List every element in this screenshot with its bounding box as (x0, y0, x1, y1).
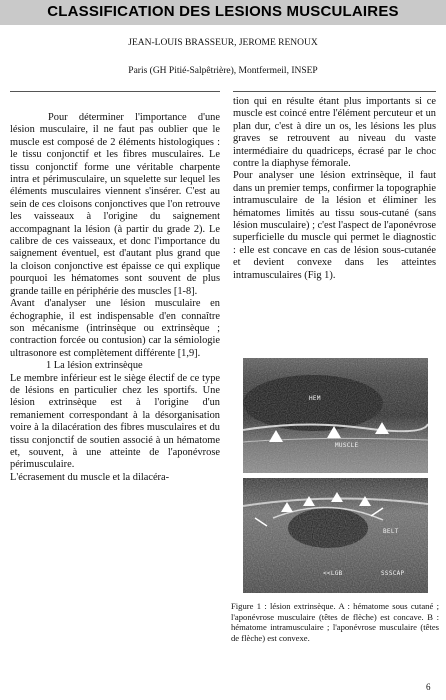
paragraph: tion qui en résulte étant plus importants si ce muscle est coincé entre l'élément percuteur et un plan dur, c'est à dire un os, les lésions les plus graves se retrouvent au niveau du vaste intermédiaire du quadriceps, écrasé par le choc contre la diaphyse fémorale. (233, 96, 436, 170)
paragraph: Pour déterminer l'importance d'une lésion musculaire, il ne faut pas oublier que le muscle est composé de 2 éléments histologiques : le tissu conjonctif et les fibres musculaires. Le tissu conjonctif forme une véritable charpente intra et périmusculaire, un squelette sur lequel les éléments musculaires viennent s'insérer. C'est au sein de ces cloisons conjonctives que l'on retrouve les vaisseaux à l'origine du saignement accompagnant la lésion (à partir du grade 2). Le calibre de ces vaisseaux, et donc l'importance du saignement éventuel, est d'autant plus grand que la cloison conjonctive est épaisse ce qui explique pourquoi les hématomes sont souvent de plus grande taille en périphérie des muscles [1-8]. (10, 112, 220, 297)
ultrasound-image-a (243, 358, 428, 473)
left-column (10, 112, 220, 484)
label-muscle: MUSCLE (335, 442, 359, 449)
label-ssscap: SSSCAP (381, 570, 405, 577)
page-title: CLASSIFICATION DES LESIONS MUSCULAIRES (47, 3, 399, 20)
paragraph: Pour analyser une lésion extrinsèque, il faut dans un premier temps, confirmer la topographie intramusculaire de la lésion et éliminer les hématomes limités au tissu sous-cutané (sans lésion musculaire) ; c'est l'aspect de l'aponévrose superficielle du muscle qui permet le diagnostic : elle est concave en cas de lésion sous-cutanée et devient convexe dans les atteintes intramusculaires (Fig 1). (233, 170, 436, 281)
page-number: 6 (426, 682, 431, 692)
label-hem: HEM (309, 395, 321, 402)
paragraph: Avant d'analyser une lésion musculaire en échographie, il est indispensable d'en connaître son mécanisme (intrinsèque ou extrinsèque ; contraction forcée ou contusion) car la sémiologie ultrasonore est complètement différente [1,9]. (10, 298, 220, 359)
paragraph: L'écrasement du muscle et la dilacéra- (10, 471, 170, 483)
paragraph: Le membre inférieur est le siège électif de ce type de lésions en particulier chez les sportifs. Une lésion extrinsèque est à l'origine d'un remaniement correspondant à la désorganisation voire à la dilacération des fibres musculaires et du tissu conjonctif de soutien associé à un hématome et, souvent, à une atteinte de l'aponévrose périmusculaire. (10, 372, 220, 471)
authors: JEAN-LOUIS BRASSEUR, JEROME RENOUX (128, 38, 318, 48)
affiliation: Paris (GH Pitié-Salpêtrière), Montfermeil, INSEP (128, 66, 318, 76)
figure-caption: Figure 1 : lésion extrinsèque. A : hématome sous cutané ; l'aponévrose musculaire (têtes de flèche) est concave. B : hématome intramusculaire ; l'aponévrose musculaire (têtes de flèche) est convexe. (231, 601, 439, 643)
right-column (233, 96, 436, 282)
header-rule-left (10, 91, 220, 92)
label-belt: BELT (383, 528, 399, 535)
label-lgb: <<LGB (323, 570, 343, 577)
section-heading: 1 La lésion extrinsèque (46, 360, 143, 372)
ultrasound-image-b (243, 478, 428, 593)
header-rule-right (233, 91, 436, 92)
